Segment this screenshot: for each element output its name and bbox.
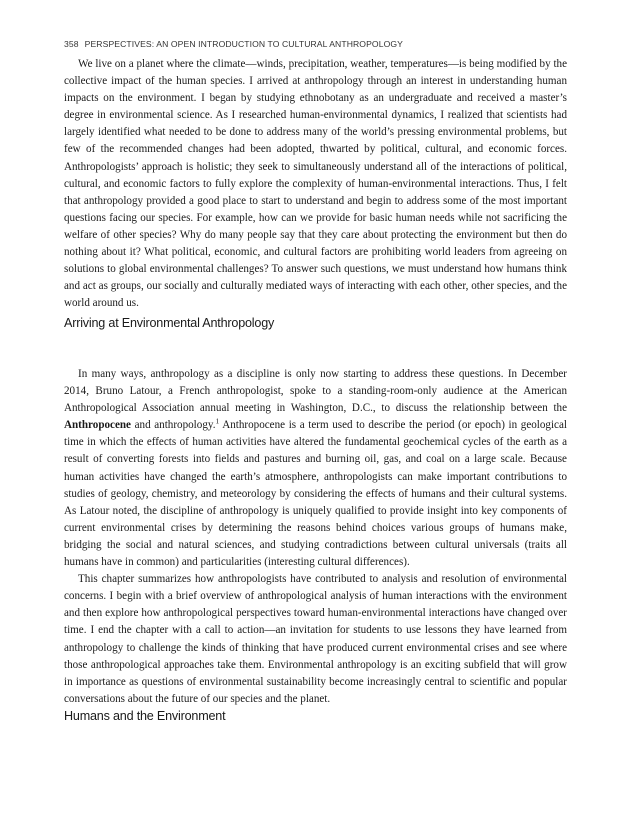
book-title: PERSPECTIVES: AN OPEN INTRODUCTION TO CULTURAL ANTHROPOLOGY: [84, 39, 403, 49]
section-text-block: [64, 366, 567, 708]
paragraph-chapter-summary: This chapter summarizes how anthropologists have contributed to analysis and resolution of environmental concerns. I begin with a brief overview of anthropological analysis of human interactions with the environment and then explore how anthropological perspectives toward human-environmental interactions have changed over time. I end the chapter with a call to action—an invitation for students to use lessons they have learned from anthropology to challenge the kinds of thinking that have produced current environmental crises and see where those anthropological approaches take them. Environmental anthropology is an exciting subfield that will grow in importance as questions of environmental sustainability become increasingly central to scientific and popular conversations about the future of our species and the planet.: [64, 573, 567, 705]
key-term-anthropocene: Anthropocene: [64, 419, 131, 432]
paragraph-latour: [64, 366, 567, 571]
paragraph-latour-text-c: Anthropocene is a term used to describe the period (or epoch) in geological time in which the effects of human activities have altered the fundamental geochemical cycles of the earth as a result of converting forests into fields and pastures and burning oil, gas, and coal on a large scale. Because human activities have changed the earth’s atmosphere, anthropologists can make important contributions to studies of geology, chemistry, and meteorology by considering the effects of humans and their cultural systems. As Latour noted, the discipline of anthropology is uniquely qualified to provide insight into key components of current environmental crises by determining the reasons behind choices various groups of humans make, bridging the social and natural sciences, and studying contradictions between cultural universals (traits all humans have in common) and particularities (interesting cultural differences).: [64, 419, 567, 569]
paragraph-latour-text-a: In many ways, anthropology as a discipline is only now starting to address these questions. In December 2014, Bruno Latour, a French anthropologist, spoke to a standing-room-only audience at the American Anthropological Association annual meeting in Washington, D.C., to discuss the relationship between the: [64, 368, 567, 415]
page-number: 358: [64, 39, 79, 49]
footnote-marker[interactable]: 1: [215, 416, 220, 426]
running-head: [64, 39, 403, 49]
intro-text-block: [64, 56, 567, 312]
section-heading-humans-environment: Humans and the Environment: [64, 709, 226, 723]
intro-paragraph: We live on a planet where the climate—winds, precipitation, weather, temperatures—is being modified by the collective impact of the human species. I arrived at anthropology through an interest in understanding human impacts on the environment. I began by studying ethnobotany as an undergraduate and received a master’s degree in environmental science. As I researched human-environmental dynamics, I realized that scientists had largely identified what needed to be done to address many of the world’s pressing environmental problems, but few of the recommended changes had been adopted, thwarted by political, cultural, and economic forces. Anthropologists’ approach is holistic; they seek to simultaneously understand all of the interactions of political, cultural, and economic factors to fully explore the complexity of human-environmental interactions. Thus, I felt that anthropology provided a good place to start to understand and begin to address some of the most important questions facing our species. For example, how can we provide for basic human needs while not sacrificing the welfare of other species? Why do many people say that they care about protecting the environment but then do nothing about it? What political, economic, and cultural factors are prohibiting world leaders from agreeing on solutions to global environmental challenges? To answer such questions, we must understand how humans think and act as groups, our socially and culturally mediated ways of interacting with each other, other species, and the world around us.: [64, 58, 567, 310]
paragraph-latour-text-b: and anthropology.: [130, 419, 216, 432]
section-heading-arriving: Arriving at Environmental Anthropology: [64, 316, 275, 330]
